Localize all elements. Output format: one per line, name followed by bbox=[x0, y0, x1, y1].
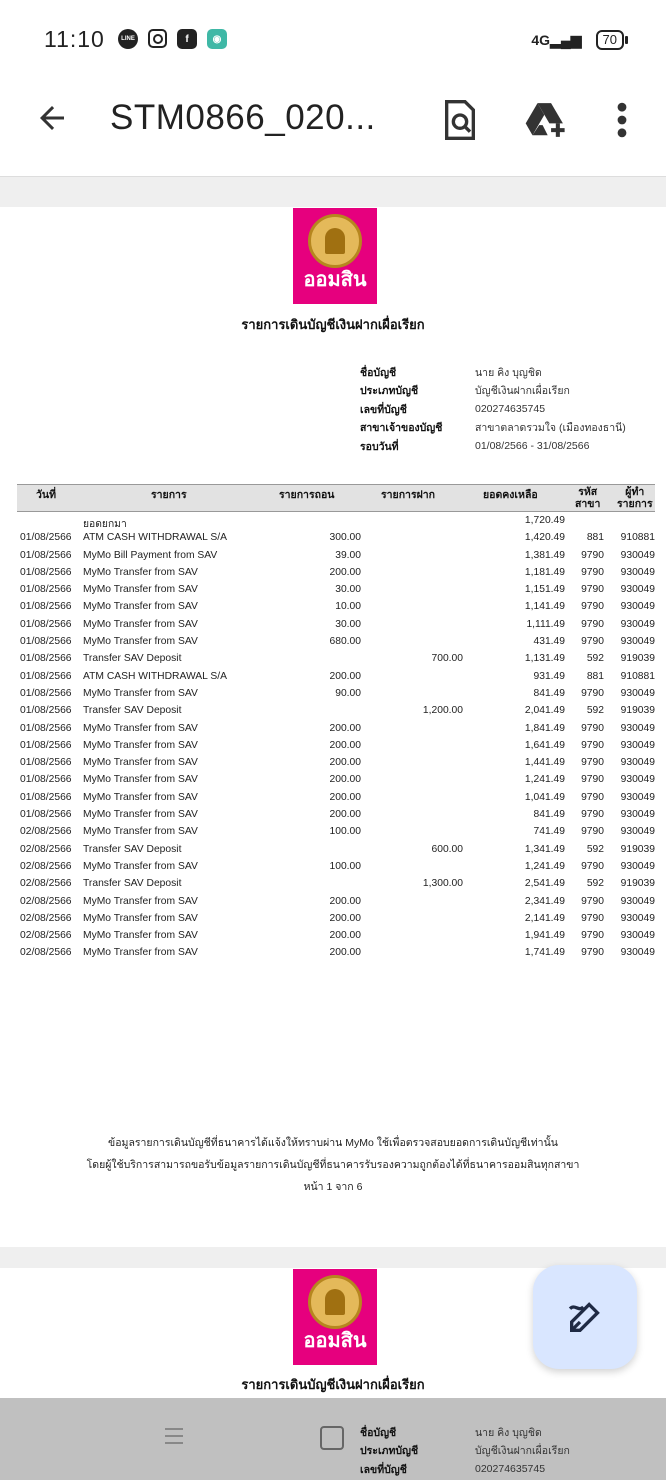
cell-date: 02/08/2566 bbox=[20, 843, 72, 855]
app-bar bbox=[0, 80, 666, 177]
col-date: วันที่ bbox=[36, 489, 56, 501]
cell-bal: 1,841.49 bbox=[524, 722, 565, 734]
table-row bbox=[0, 894, 666, 911]
system-status bbox=[531, 30, 624, 50]
cell-desc: MyMo Bill Payment from SAV bbox=[83, 549, 218, 561]
table-row bbox=[0, 928, 666, 945]
cell-bal: 1,151.49 bbox=[524, 584, 565, 596]
col-deposit: รายการฝาก bbox=[381, 489, 435, 501]
cell-wd: 200.00 bbox=[329, 670, 361, 682]
cell-desc: ATM CASH WITHDRAWAL S/A bbox=[83, 670, 227, 682]
cell-tl: 930049 bbox=[620, 566, 655, 578]
arrow-left-icon bbox=[34, 100, 70, 136]
col-teller-line1: ผู้ทำ bbox=[625, 486, 645, 498]
cell-bal: 1,141.49 bbox=[524, 601, 565, 613]
cell-br: 9790 bbox=[581, 947, 604, 959]
table-row bbox=[0, 686, 666, 703]
cell-wd: 10.00 bbox=[335, 601, 361, 613]
select-checkbox[interactable] bbox=[320, 1426, 344, 1450]
table-row bbox=[0, 738, 666, 755]
cell-bal: 1,441.49 bbox=[524, 757, 565, 769]
cell-bal: 741.49 bbox=[533, 826, 565, 838]
cell-bal: 2,141.49 bbox=[524, 912, 565, 924]
cell-wd: 90.00 bbox=[335, 687, 361, 699]
cell-tl: 910881 bbox=[620, 670, 655, 682]
account-type-label: ประเภทบัญชี bbox=[360, 385, 419, 398]
col-description: รายการ bbox=[151, 489, 187, 501]
cell-bal: 1,241.49 bbox=[524, 774, 565, 786]
col-branch-line1: รหัส bbox=[578, 486, 598, 498]
brought-forward-label: ยอดยกมา bbox=[83, 519, 127, 530]
cell-br: 9790 bbox=[581, 774, 604, 786]
cell-bal: 1,741.49 bbox=[524, 947, 565, 959]
cell-desc: MyMo Transfer from SAV bbox=[83, 791, 198, 803]
cell-bal: 1,111.49 bbox=[526, 618, 565, 630]
table-row bbox=[0, 772, 666, 789]
cell-desc: ATM CASH WITHDRAWAL S/A bbox=[83, 532, 227, 544]
cell-desc: Transfer SAV Deposit bbox=[83, 705, 182, 717]
table-row bbox=[0, 755, 666, 772]
add-to-drive-button[interactable] bbox=[524, 98, 564, 142]
cell-br: 9790 bbox=[581, 722, 604, 734]
cell-br: 9790 bbox=[581, 860, 604, 872]
account-name-value-p2: นาย คิง บุญชิด bbox=[475, 1426, 542, 1439]
table-row bbox=[0, 634, 666, 651]
cell-br: 9790 bbox=[581, 809, 604, 821]
cell-br: 9790 bbox=[581, 895, 604, 907]
cell-tl: 930049 bbox=[620, 912, 655, 924]
account-number-value-p2: 020274635745 bbox=[475, 1463, 546, 1476]
cell-wd: 200.00 bbox=[329, 722, 361, 734]
table-row bbox=[0, 876, 666, 893]
cell-desc: Transfer SAV Deposit bbox=[83, 878, 182, 890]
document-title: STM0866_020... bbox=[110, 98, 376, 137]
account-info bbox=[360, 363, 626, 456]
battery-level: 70 bbox=[602, 32, 617, 47]
cell-desc: MyMo Transfer from SAV bbox=[83, 636, 198, 648]
cell-br: 592 bbox=[586, 705, 604, 717]
network-label: 4G bbox=[531, 31, 551, 48]
cell-tl: 930049 bbox=[620, 947, 655, 959]
cell-desc: Transfer SAV Deposit bbox=[83, 653, 182, 665]
cell-tl: 930049 bbox=[620, 601, 655, 613]
table-row bbox=[0, 530, 666, 547]
cell-bal: 1,131.49 bbox=[524, 653, 565, 665]
cell-date: 01/08/2566 bbox=[20, 739, 72, 751]
cell-date: 01/08/2566 bbox=[20, 653, 72, 665]
cell-wd: 200.00 bbox=[329, 895, 361, 907]
cell-br: 9790 bbox=[581, 549, 604, 561]
statement-heading: รายการเดินบัญชีเงินฝากเผื่อเรียก bbox=[241, 317, 425, 332]
cell-tl: 930049 bbox=[620, 930, 655, 942]
table-row bbox=[0, 824, 666, 841]
cell-wd: 200.00 bbox=[329, 809, 361, 821]
logo-text: ออมสิน bbox=[303, 269, 367, 291]
emblem-icon bbox=[308, 214, 362, 268]
branch-label: สาขาเจ้าของบัญชี bbox=[360, 422, 443, 435]
cell-tl: 930049 bbox=[620, 722, 655, 734]
cell-wd: 200.00 bbox=[329, 930, 361, 942]
account-name-label-p2: ชื่อบัญชี bbox=[360, 1426, 397, 1439]
cell-date: 01/08/2566 bbox=[20, 722, 72, 734]
table-row bbox=[0, 669, 666, 686]
cell-tl: 919039 bbox=[620, 878, 655, 890]
cell-br: 9790 bbox=[581, 791, 604, 803]
cell-bal: 1,420.49 bbox=[524, 532, 565, 544]
cell-date: 01/08/2566 bbox=[20, 549, 72, 561]
cell-desc: MyMo Transfer from SAV bbox=[83, 601, 198, 613]
table-row bbox=[0, 721, 666, 738]
table-row bbox=[0, 790, 666, 807]
cell-bal: 1,381.49 bbox=[524, 549, 565, 561]
cell-br: 9790 bbox=[581, 826, 604, 838]
account-number-label: เลขที่บัญชี bbox=[360, 403, 407, 416]
col-teller bbox=[617, 486, 653, 510]
col-branch bbox=[575, 486, 600, 510]
menu-icon[interactable] bbox=[162, 1424, 186, 1448]
table-row bbox=[0, 703, 666, 720]
page-indicator: หน้า 1 จาก 6 bbox=[303, 1181, 363, 1193]
cell-bal: 841.49 bbox=[533, 809, 565, 821]
cell-bal: 931.49 bbox=[533, 670, 565, 682]
cell-dep: 1,300.00 bbox=[422, 878, 463, 890]
cell-br: 9790 bbox=[581, 739, 604, 751]
col-branch-line2: สาขา bbox=[575, 498, 601, 510]
cell-desc: MyMo Transfer from SAV bbox=[83, 826, 198, 838]
cell-bal: 1,941.49 bbox=[524, 930, 565, 942]
transaction-list bbox=[0, 513, 666, 963]
battery-icon bbox=[596, 30, 624, 50]
cell-br: 592 bbox=[586, 653, 604, 665]
cell-wd: 200.00 bbox=[329, 947, 361, 959]
cell-tl: 930049 bbox=[620, 739, 655, 751]
cell-br: 9790 bbox=[581, 601, 604, 613]
cell-br: 9790 bbox=[581, 584, 604, 596]
cell-date: 01/08/2566 bbox=[20, 757, 72, 769]
cell-date: 01/08/2566 bbox=[20, 532, 72, 544]
cell-bal: 2,041.49 bbox=[524, 705, 565, 717]
cell-wd: 30.00 bbox=[335, 584, 361, 596]
cell-wd: 39.00 bbox=[335, 549, 361, 561]
instagram-icon bbox=[148, 29, 167, 48]
table-header bbox=[17, 484, 655, 512]
period-label: รอบวันที่ bbox=[360, 440, 399, 453]
cell-desc: MyMo Transfer from SAV bbox=[83, 566, 198, 578]
cell-wd: 200.00 bbox=[329, 739, 361, 751]
more-vertical-icon bbox=[612, 98, 632, 142]
table-row bbox=[0, 617, 666, 634]
notification-icons bbox=[118, 29, 227, 49]
cell-date: 02/08/2566 bbox=[20, 860, 72, 872]
cell-wd: 100.00 bbox=[329, 860, 361, 872]
cell-tl: 930049 bbox=[620, 549, 655, 561]
cell-tl: 919039 bbox=[620, 843, 655, 855]
cell-wd: 680.00 bbox=[329, 636, 361, 648]
cell-bal: 2,341.49 bbox=[524, 895, 565, 907]
facebook-icon: f bbox=[177, 29, 197, 49]
cell-br: 9790 bbox=[581, 618, 604, 630]
logo-text-page-2: ออมสิน bbox=[303, 1330, 367, 1352]
table-row bbox=[0, 565, 666, 582]
col-balance: ยอดคงเหลือ bbox=[483, 489, 538, 501]
cell-desc: MyMo Transfer from SAV bbox=[83, 809, 198, 821]
cell-desc: MyMo Transfer from SAV bbox=[83, 618, 198, 630]
cell-desc: MyMo Transfer from SAV bbox=[83, 687, 198, 699]
back-button[interactable] bbox=[34, 100, 74, 140]
cell-tl: 919039 bbox=[620, 705, 655, 717]
cell-tl: 930049 bbox=[620, 584, 655, 596]
cell-wd: 200.00 bbox=[329, 757, 361, 769]
account-name-label: ชื่อบัญชี bbox=[360, 366, 397, 379]
cell-date: 01/08/2566 bbox=[20, 584, 72, 596]
cell-dep: 600.00 bbox=[431, 843, 463, 855]
cell-wd: 200.00 bbox=[329, 774, 361, 786]
more-options-button[interactable] bbox=[612, 98, 632, 142]
table-row bbox=[0, 582, 666, 599]
brought-forward-balance: 1,720.49 bbox=[524, 515, 565, 526]
line-icon: LINE bbox=[118, 29, 138, 49]
cell-br: 9790 bbox=[581, 636, 604, 648]
cell-wd: 300.00 bbox=[329, 532, 361, 544]
table-row bbox=[0, 599, 666, 616]
cell-bal: 1,341.49 bbox=[524, 843, 565, 855]
table-row bbox=[0, 842, 666, 859]
account-number-label-p2: เลขที่บัญชี bbox=[360, 1463, 407, 1476]
cell-tl: 930049 bbox=[620, 636, 655, 648]
cell-date: 02/08/2566 bbox=[20, 878, 72, 890]
table-row bbox=[0, 548, 666, 565]
cell-tl: 930049 bbox=[620, 895, 655, 907]
cell-tl: 930049 bbox=[620, 826, 655, 838]
cell-bal: 841.49 bbox=[533, 687, 565, 699]
cell-desc: MyMo Transfer from SAV bbox=[83, 584, 198, 596]
cell-wd: 100.00 bbox=[329, 826, 361, 838]
bank-logo bbox=[293, 208, 377, 304]
cell-bal: 431.49 bbox=[533, 636, 565, 648]
cell-desc: MyMo Transfer from SAV bbox=[83, 739, 198, 751]
cell-date: 01/08/2566 bbox=[20, 636, 72, 648]
cell-bal: 1,181.49 bbox=[524, 566, 565, 578]
status-time: 11:10 bbox=[44, 26, 105, 52]
table-row bbox=[0, 807, 666, 824]
cell-bal: 1,241.49 bbox=[524, 860, 565, 872]
cell-date: 01/08/2566 bbox=[20, 809, 72, 821]
cell-wd: 200.00 bbox=[329, 912, 361, 924]
table-row bbox=[0, 945, 666, 962]
col-teller-line2: รายการ bbox=[617, 498, 653, 510]
cell-tl: 919039 bbox=[620, 653, 655, 665]
footer-line-2: โดยผู้ใช้บริการสามารถขอรับข้อมูลรายการเดินบัญชีที่ธนาคารรับรองความถูกต้องได้ที่ธนาคารออมสินทุกสาขา bbox=[86, 1159, 580, 1171]
emblem-icon bbox=[308, 1275, 362, 1329]
cell-tl: 930049 bbox=[620, 687, 655, 699]
footer-line-1: ข้อมูลรายการเดินบัญชีที่ธนาคารได้แจ้งให้ทราบผ่าน MyMo ใช้เพื่อตรวจสอบยอดการเดินบัญชีเท่านั้น bbox=[108, 1137, 558, 1149]
search-document-icon bbox=[440, 98, 480, 142]
bank-logo-page-2 bbox=[293, 1269, 377, 1365]
status-bar bbox=[0, 0, 666, 80]
cell-date: 01/08/2566 bbox=[20, 566, 72, 578]
account-type-value-p2: บัญชีเงินฝากเผื่อเรียก bbox=[475, 1445, 570, 1458]
cell-tl: 930049 bbox=[620, 860, 655, 872]
table-row bbox=[0, 911, 666, 928]
cell-date: 02/08/2566 bbox=[20, 947, 72, 959]
pdf-page-1 bbox=[0, 207, 666, 1247]
cell-desc: MyMo Transfer from SAV bbox=[83, 895, 198, 907]
cell-br: 592 bbox=[586, 878, 604, 890]
cell-desc: MyMo Transfer from SAV bbox=[83, 860, 198, 872]
cell-desc: MyMo Transfer from SAV bbox=[83, 947, 198, 959]
cell-br: 9790 bbox=[581, 912, 604, 924]
cell-tl: 930049 bbox=[620, 757, 655, 769]
cell-date: 01/08/2566 bbox=[20, 774, 72, 786]
cell-date: 02/08/2566 bbox=[20, 912, 72, 924]
cell-bal: 2,541.49 bbox=[524, 878, 565, 890]
table-row bbox=[0, 859, 666, 876]
cell-dep: 700.00 bbox=[431, 653, 463, 665]
cell-dep: 1,200.00 bbox=[422, 705, 463, 717]
cell-br: 9790 bbox=[581, 566, 604, 578]
cell-wd: 30.00 bbox=[335, 618, 361, 630]
table-row bbox=[0, 651, 666, 668]
cell-bal: 1,641.49 bbox=[524, 739, 565, 751]
branch-value: สาขาตลาดรวมใจ (เมืองทองธานี) bbox=[475, 422, 626, 435]
cell-br: 881 bbox=[586, 670, 604, 682]
cell-desc: Transfer SAV Deposit bbox=[83, 843, 182, 855]
cell-date: 02/08/2566 bbox=[20, 930, 72, 942]
cell-tl: 930049 bbox=[620, 809, 655, 821]
cell-desc: MyMo Transfer from SAV bbox=[83, 930, 198, 942]
account-number-value: 020274635745 bbox=[475, 403, 546, 416]
account-info-page-2 bbox=[360, 1423, 570, 1479]
account-name-value: นาย คิง บุญชิด bbox=[475, 366, 542, 379]
account-type-value: บัญชีเงินฝากเผื่อเรียก bbox=[475, 385, 570, 398]
col-withdraw: รายการถอน bbox=[279, 489, 335, 501]
cell-br: 592 bbox=[586, 843, 604, 855]
cell-wd: 200.00 bbox=[329, 566, 361, 578]
cell-date: 01/08/2566 bbox=[20, 791, 72, 803]
cell-br: 881 bbox=[586, 532, 604, 544]
cell-date: 01/08/2566 bbox=[20, 601, 72, 613]
cell-bal: 1,041.49 bbox=[524, 791, 565, 803]
cell-br: 9790 bbox=[581, 687, 604, 699]
cell-br: 9790 bbox=[581, 757, 604, 769]
cell-date: 01/08/2566 bbox=[20, 705, 72, 717]
signal-icon: 4G▂▄▆ bbox=[531, 31, 582, 48]
cell-tl: 910881 bbox=[620, 532, 655, 544]
add-to-drive-icon bbox=[524, 98, 568, 142]
cell-desc: MyMo Transfer from SAV bbox=[83, 774, 198, 786]
brought-forward-row bbox=[0, 513, 666, 530]
cell-date: 01/08/2566 bbox=[20, 670, 72, 682]
find-in-document-button[interactable] bbox=[440, 98, 480, 142]
cell-desc: MyMo Transfer from SAV bbox=[83, 722, 198, 734]
cell-date: 02/08/2566 bbox=[20, 895, 72, 907]
bottom-toolbar bbox=[0, 1398, 666, 1480]
cell-wd: 200.00 bbox=[329, 791, 361, 803]
cell-date: 01/08/2566 bbox=[20, 687, 72, 699]
cell-tl: 930049 bbox=[620, 618, 655, 630]
cell-tl: 930049 bbox=[620, 791, 655, 803]
cell-date: 01/08/2566 bbox=[20, 618, 72, 630]
cell-desc: MyMo Transfer from SAV bbox=[83, 912, 198, 924]
cell-br: 9790 bbox=[581, 930, 604, 942]
edit-pen-icon bbox=[565, 1297, 605, 1337]
period-value: 01/08/2566 - 31/08/2566 bbox=[475, 440, 590, 453]
messenger-icon: ◉ bbox=[207, 29, 227, 49]
statement-heading-page-2: รายการเดินบัญชีเงินฝากเผื่อเรียก bbox=[241, 1377, 425, 1392]
cell-desc: MyMo Transfer from SAV bbox=[83, 757, 198, 769]
account-type-label-p2: ประเภทบัญชี bbox=[360, 1445, 419, 1458]
annotate-fab[interactable] bbox=[533, 1265, 637, 1369]
cell-tl: 930049 bbox=[620, 774, 655, 786]
statement-footer bbox=[0, 1132, 666, 1198]
cell-date: 02/08/2566 bbox=[20, 826, 72, 838]
